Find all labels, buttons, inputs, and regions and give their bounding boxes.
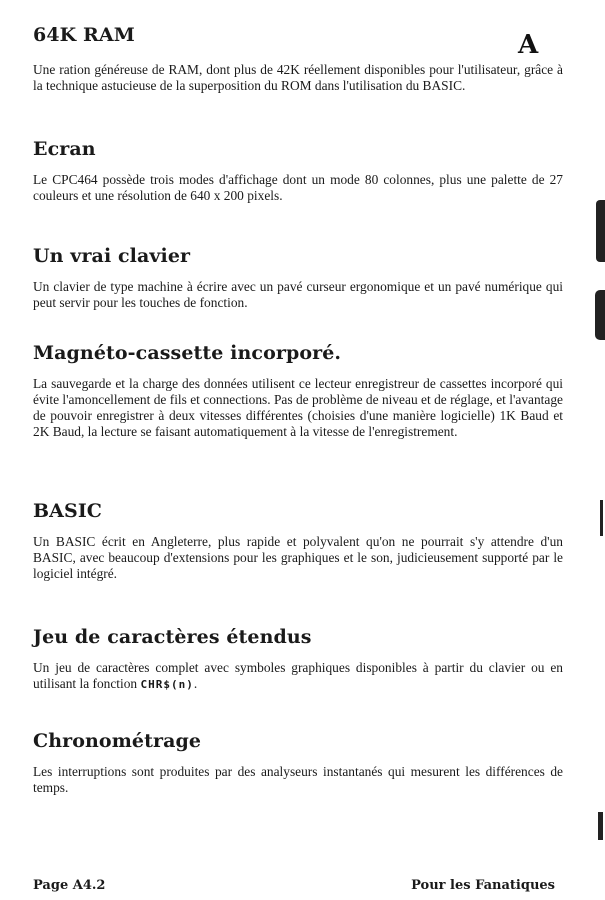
- section-body: La sauvegarde et la charge des données utilisent ce lecteur enregistreur de cassettes incorporé qui évite l'amoncellement de fils et connections. Pas de problème de niveau et de réglage, et l'avantage de pouvoir enregistrer à deux vitesses différentes (choisies d'une manière logicielle) 1K Baud et 2K Baud, la lecture se faisant automatiquement à la vitesse de l'enregistrement.: [33, 376, 563, 439]
- section-chronometrage: [33, 730, 563, 796]
- scan-artifact: [596, 200, 605, 262]
- section-heading: Jeu de caractères étendus: [33, 626, 312, 648]
- section-body: Un clavier de type machine à écrire avec un pavé curseur ergonomique et un pavé numérique qui peut servir pour les touches de fonction.: [33, 279, 563, 310]
- section-jeu-de-caracteres: [33, 626, 563, 693]
- section-body: Une ration généreuse de RAM, dont plus de 42K réellement disponibles pour l'utilisateur, grâce à la technique astucieuse de la superposition du ROM dans l'utilisation du BASIC.: [33, 62, 563, 93]
- section-heading: 64K RAM: [33, 24, 135, 46]
- section-body: [33, 660, 563, 693]
- scan-artifact: [595, 290, 605, 340]
- section-heading: Chronométrage: [33, 730, 202, 752]
- section-heading: BASIC: [33, 500, 103, 522]
- section-heading: Un vrai clavier: [33, 245, 191, 267]
- chapter-title: Pour les Fanatiques: [411, 878, 555, 893]
- section-body-end: .: [193, 676, 198, 691]
- section-heading: Magnéto-cassette incorporé.: [33, 342, 342, 364]
- page-number: Page A4.2: [33, 878, 106, 893]
- chr-function-code: CHR$(n): [140, 678, 194, 691]
- section-body: Un BASIC écrit en Angleterre, plus rapide et polyvalent qu'on ne pourrait s'y attendre d'un BASIC, avec beaucoup d'extensions pour les graphiques et le son, judicieusement supporté par le logiciel intégré.: [33, 534, 563, 581]
- section-body: Le CPC464 possède trois modes d'affichage dont un mode 80 colonnes, plus une palette de 27 couleurs et une résolution de 640 x 200 pixels.: [33, 172, 563, 203]
- section-heading: Ecran: [33, 138, 96, 160]
- section-basic: [33, 500, 563, 582]
- section-ecran: [33, 138, 563, 204]
- section-magneto-cassette: [33, 342, 563, 440]
- section-un-vrai-clavier: [33, 245, 563, 311]
- section-body: Les interruptions sont produites par des analyseurs instantanés qui mesurent les différences de temps.: [33, 764, 563, 795]
- scan-artifact: [600, 500, 603, 536]
- section-body-text: Un jeu de caractères complet avec symboles graphiques disponibles à partir du clavier ou en utilisant la fonction: [33, 660, 563, 691]
- scan-artifact: [598, 812, 603, 840]
- corner-scan-mark: A: [518, 30, 539, 60]
- section-64k-ram: [33, 24, 563, 94]
